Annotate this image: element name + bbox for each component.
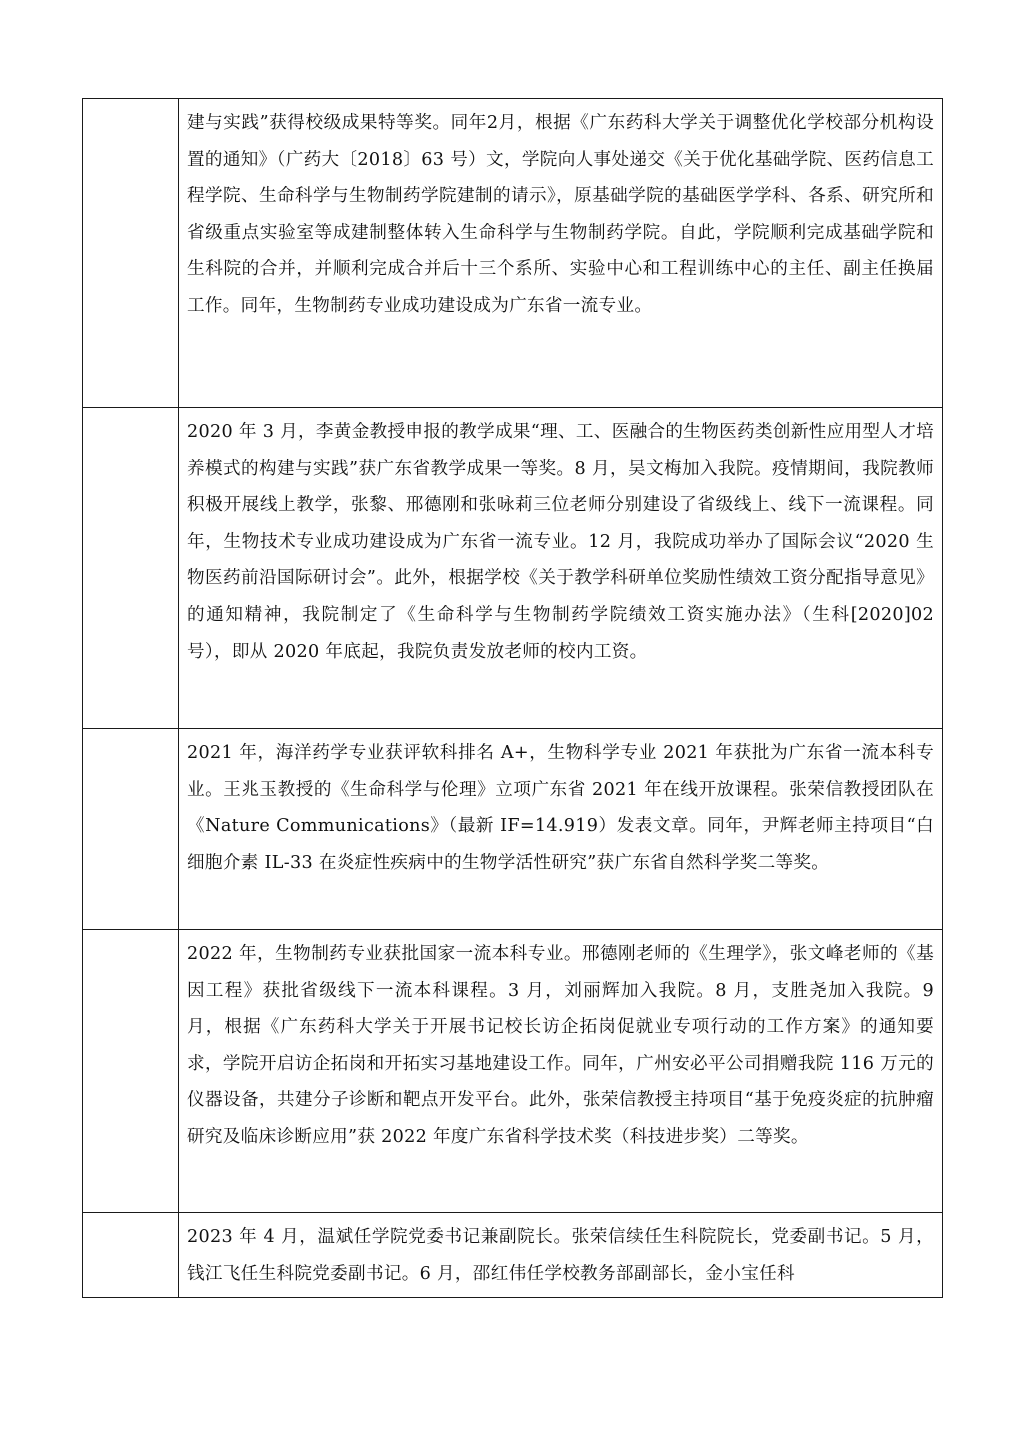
year-cell xyxy=(83,930,179,1213)
event-text: 2020 年 3 月，李黄金教授申报的教学成果“理、工、医融合的生物医药类创新性应用型人才培养模式的构建与实践”获广东省教学成果一等奖。8 月，吴文梅加入我院。疫情期间，我院教师积极开展线上教学，张黎、邢德刚和张咏莉三位老师分别建设了省级线上、线下一流课程。同年，生物技术专业成功建设成为广东省一流专业。12 月，我院成功举办了国际会议“2020 生物医药前沿国际研讨会”。此外，根据学校《关于教学科研单位奖励性绩效工资分配指导意见》的通知精神，我院制定了《生命科学与生物制药学院绩效工资实施办法》（生科[2020]02 号），即从 2020 年底起，我院负责发放老师的校内工资。 xyxy=(187,422,934,662)
event-cell xyxy=(179,408,943,729)
table-row xyxy=(83,930,943,1213)
table-row xyxy=(83,99,943,408)
table-row xyxy=(83,1213,943,1298)
table-row xyxy=(83,408,943,729)
year-cell xyxy=(83,729,179,930)
year-cell xyxy=(83,1213,179,1298)
year-cell xyxy=(83,408,179,729)
event-cell xyxy=(179,729,943,930)
event-text: 2023 年 4 月，温斌任学院党委书记兼副院长。张荣信续任生科院院长，党委副书记。5 月，钱江飞任生科院党委副书记。6 月，邵红伟任学校教务部副部长，金小宝任科 xyxy=(187,1227,934,1284)
event-cell xyxy=(179,99,943,408)
event-cell xyxy=(179,1213,943,1298)
table-row xyxy=(83,729,943,930)
event-text: 2022 年，生物制药专业获批国家一流本科专业。邢德刚老师的《生理学》，张文峰老师的《基因工程》获批省级线下一流本科课程。3 月，刘丽辉加入我院。8 月，支胜尧加入我院。9 月，根据《广东药科大学关于开展书记校长访企拓岗促就业专项行动的工作方案》的通知要求，学院开启访企拓岗和开拓实习基地建设工作。同年，广州安必平公司捐赠我院 116 万元的仪器设备，共建分子诊断和靶点开发平台。此外，张荣信教授主持项目“基于免疫炎症的抗肿瘤研究及临床诊断应用”获 2022 年度广东省科学技术奖（科技进步奖）二等奖。 xyxy=(187,944,934,1147)
event-cell xyxy=(179,930,943,1213)
year-cell xyxy=(83,99,179,408)
event-text: 2021 年，海洋药学专业获评软科排名 A+，生物科学专业 2021 年获批为广东省一流本科专业。王兆玉教授的《生命科学与伦理》立项广东省 2021 年在线开放课程。张荣信教授团队在《Nature Communications》（最新 IF=14.919）发表文章。同年，尹辉老师主持项目“白细胞介素 IL-33 在炎症性疾病中的生物学活性研究”获广东省自然科学奖二等奖。 xyxy=(187,743,934,873)
event-text: 建与实践”获得校级成果特等奖。同年2月，根据《广东药科大学关于调整优化学校部分机构设置的通知》（广药大〔2018〕63 号）文，学院向人事处递交《关于优化基础学院、医药信息工程学院、生命科学与生物制药学院建制的请示》，原基础学院的基础医学学科、各系、研究所和省级重点实验室等成建制整体转入生命科学与生物制药学院。自此，学院顺利完成基础学院和生科院的合并，并顺利完成合并后十三个系所、实验中心和工程训练中心的主任、副主任换届工作。同年，生物制药专业成功建设成为广东省一流专业。 xyxy=(187,113,934,316)
chronicle-table xyxy=(82,98,943,1298)
